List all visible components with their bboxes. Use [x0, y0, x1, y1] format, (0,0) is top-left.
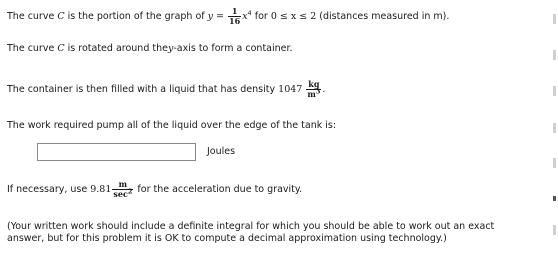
line3-end: .	[322, 84, 326, 95]
line1-for: for	[254, 11, 268, 22]
exponent-4: 4	[247, 8, 252, 17]
scroll-edge-marker	[553, 86, 556, 96]
gravity-line	[7, 180, 302, 199]
problem-line-1	[7, 7, 449, 26]
fraction-1-over-16	[228, 7, 241, 26]
line2-prefix: The curve	[7, 43, 55, 54]
line3-prefix: The container is then filled with a liquid that has density	[7, 84, 276, 95]
line1-mid: is the portion of the graph of	[67, 11, 205, 22]
gravity-prefix: If necessary, use	[7, 184, 88, 195]
problem-line-4: The work required pump all of the liquid over the edge of the tank is:	[7, 120, 337, 131]
scroll-edge-marker	[553, 158, 556, 168]
fraction-numerator: 1	[228, 7, 241, 17]
scroll-edge-marker	[553, 50, 556, 60]
line2-suffix: -axis to form a container.	[173, 43, 293, 54]
problem-line-3	[7, 80, 325, 99]
answer-input[interactable]	[37, 143, 196, 161]
y-equals: y =	[207, 11, 225, 22]
density-unit-numerator: kg	[308, 79, 320, 89]
axis-variable: y	[167, 43, 174, 54]
curve-variable: C	[57, 11, 65, 22]
scroll-edge-marker	[553, 14, 556, 24]
scroll-edge-marker	[553, 123, 556, 133]
domain-range: 0 ≤ x ≤ 2	[270, 11, 317, 22]
density-unit-denominator: $m^3$	[307, 87, 321, 99]
problem-line-2	[7, 43, 293, 55]
line1-suffix: (distances measured in m).	[319, 11, 450, 22]
gravity-unit-denominator: $\sec^2$	[113, 187, 133, 199]
x-variable: x	[242, 11, 248, 22]
line2-mid: is rotated around the	[67, 43, 168, 54]
fraction-denominator: 16	[229, 16, 241, 26]
gravity-unit-numerator: m	[112, 180, 133, 190]
note-line-2: answer, but for this problem it is OK to compute a decimal approximation using technology.)	[7, 233, 447, 244]
gravity-suffix: for the acceleration due to gravity.	[137, 184, 303, 195]
line1-prefix: The curve	[7, 11, 55, 22]
scroll-edge-marker	[553, 196, 556, 201]
gravity-unit-fraction	[112, 180, 133, 199]
note-line-1: (Your written work should include a definite integral for which you should be able to work out an exact	[7, 221, 495, 232]
curve-variable-2: C	[57, 43, 65, 54]
answer-unit-label: Joules	[207, 146, 236, 157]
density-unit-fraction	[306, 80, 321, 99]
scroll-edge-marker	[553, 225, 556, 235]
density-value: 1047	[278, 84, 303, 95]
gravity-value: 9.81	[90, 184, 112, 195]
